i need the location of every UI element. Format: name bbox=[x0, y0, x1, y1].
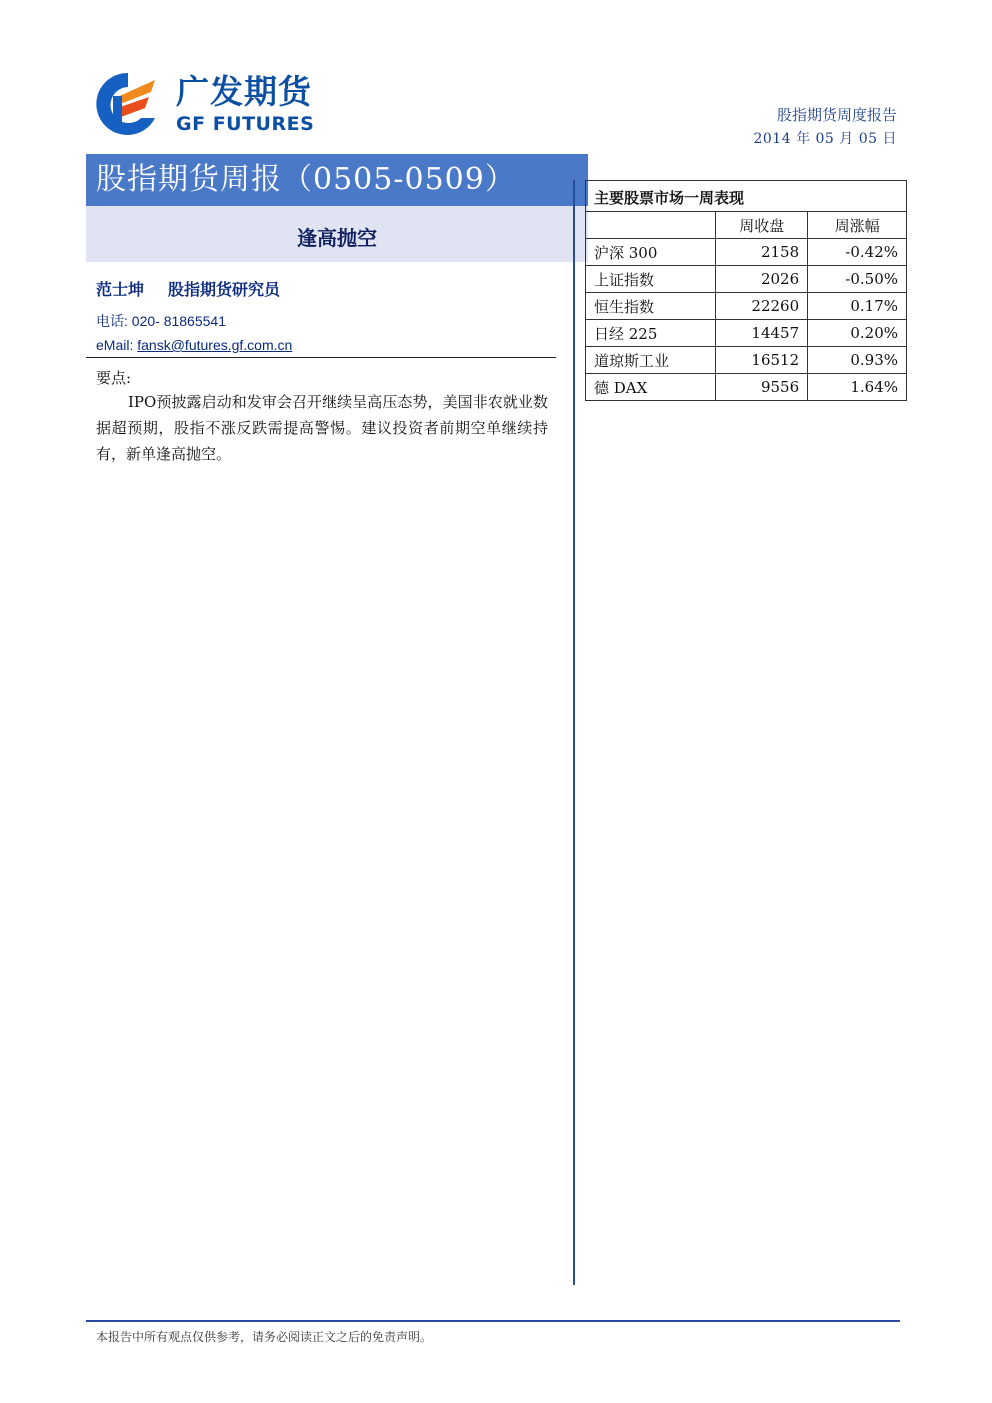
table-header-cell: 周收盘 bbox=[716, 212, 808, 239]
index-name: 恒生指数 bbox=[586, 293, 716, 320]
table-row bbox=[586, 347, 907, 374]
author-divider bbox=[86, 357, 556, 358]
weekly-close: 9556 bbox=[716, 374, 808, 401]
index-name: 日经 225 bbox=[586, 320, 716, 347]
email-link[interactable]: fansk@futures.gf.com.cn bbox=[137, 337, 293, 353]
weekly-change: 1.64% bbox=[808, 374, 907, 401]
report-date: 2014 年 05 月 05 日 bbox=[753, 131, 897, 147]
phone-line bbox=[96, 311, 226, 331]
phone-label: 电话: bbox=[96, 313, 128, 329]
footer-disclaimer: 本报告中所有观点仅供参考，请务必阅读正文之后的免责声明。 bbox=[96, 1330, 433, 1344]
table-caption: 主要股票市场一周表现 bbox=[586, 181, 907, 212]
author-line bbox=[96, 277, 304, 300]
gf-logo-icon bbox=[93, 70, 163, 136]
weekly-change: 0.93% bbox=[808, 347, 907, 374]
report-type: 股指期货周度报告 bbox=[776, 106, 897, 124]
index-name: 道琼斯工业 bbox=[586, 347, 716, 374]
page-subtitle: 逢高抛空 bbox=[297, 226, 377, 250]
author-role: 股指期货研究员 bbox=[168, 280, 281, 299]
logo-cn-text: 广发期货 bbox=[176, 72, 312, 111]
weekly-change: -0.50% bbox=[808, 266, 907, 293]
footer-divider bbox=[86, 1320, 900, 1322]
table-header-cell bbox=[586, 212, 716, 239]
index-name: 沪深 300 bbox=[586, 239, 716, 266]
market-performance-table bbox=[585, 180, 907, 401]
key-points-label: 要点: bbox=[96, 369, 132, 387]
table-row bbox=[586, 320, 907, 347]
email-label: eMail: bbox=[96, 337, 134, 353]
author-name: 范士坤 bbox=[96, 280, 145, 299]
table-row bbox=[586, 293, 907, 320]
weekly-close: 14457 bbox=[716, 320, 808, 347]
index-name: 上证指数 bbox=[586, 266, 716, 293]
weekly-close: 22260 bbox=[716, 293, 808, 320]
table-row bbox=[586, 239, 907, 266]
weekly-change: 0.17% bbox=[808, 293, 907, 320]
page-title: 股指期货周报（0505-0509） bbox=[96, 162, 516, 197]
weekly-close: 2026 bbox=[716, 266, 808, 293]
weekly-change: 0.20% bbox=[808, 320, 907, 347]
weekly-close: 2158 bbox=[716, 239, 808, 266]
phone-number: 020- 81865541 bbox=[131, 313, 226, 329]
index-name: 德 DAX bbox=[586, 374, 716, 401]
key-points-body: IPO预披露启动和发审会召开继续呈高压态势，美国非农就业数据超预期，股指不涨反跌需提高警惕。建议投资者前期空单继续持有，新单逢高抛空。 bbox=[96, 393, 548, 463]
email-line bbox=[96, 337, 292, 353]
table-header-row bbox=[586, 212, 907, 239]
table-header-cell: 周涨幅 bbox=[808, 212, 907, 239]
table-row bbox=[586, 374, 907, 401]
weekly-close: 16512 bbox=[716, 347, 808, 374]
table-row bbox=[586, 266, 907, 293]
column-divider bbox=[573, 180, 575, 1285]
weekly-change: -0.42% bbox=[808, 239, 907, 266]
logo-en-text: GF FUTURES bbox=[176, 113, 315, 135]
